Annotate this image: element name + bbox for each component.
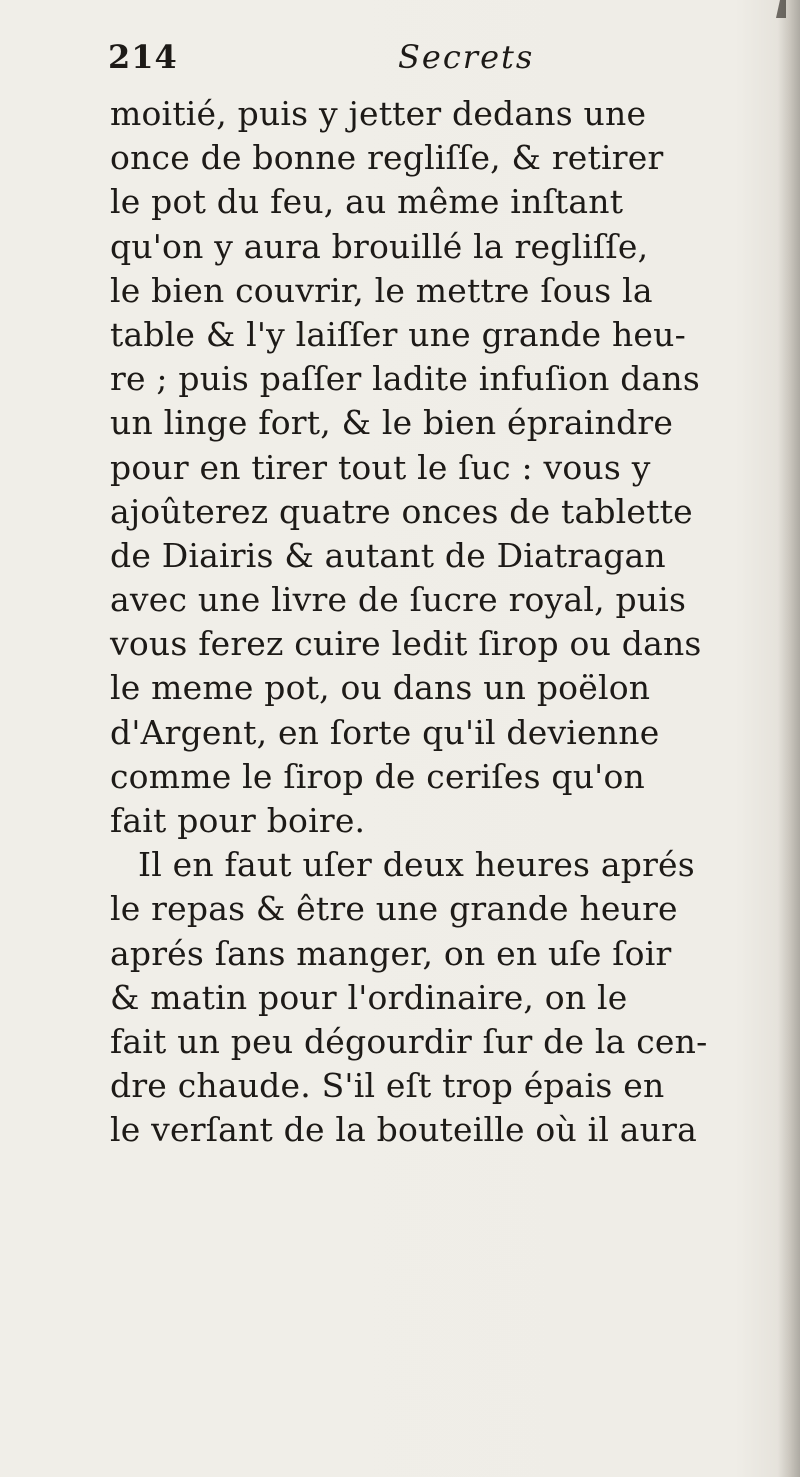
body-text xyxy=(110,92,780,1153)
text-line: aprés ſans manger, on en uſe ſoir xyxy=(110,933,672,973)
text-line: fait pour boire. xyxy=(110,801,366,840)
text-line: d'Argent, en ſorte qu'il devienne xyxy=(110,712,660,752)
text-line: re ; puis paſſer ladite infuſion dans xyxy=(110,359,701,399)
text-line: qu'on y aura brouillé la regliſſe, xyxy=(110,226,649,266)
text-line: vous ferez cuire ledit ſirop ou dans xyxy=(110,624,702,664)
page-number: 214 xyxy=(108,38,178,76)
text-line: moitié, puis y jetter dedans une xyxy=(110,94,647,133)
running-title: Secrets xyxy=(398,38,535,76)
text-line: pour en tirer tout le ſuc : vous y xyxy=(110,447,651,487)
text-line: le verſant de la bouteille où il aura xyxy=(110,1110,697,1150)
text-line: once de bonne regliſſe, & retirer xyxy=(110,138,664,178)
text-line: & matin pour l'ordinaire, on le xyxy=(110,977,628,1017)
text-line: fait un peu dégourdir ſur de la cen- xyxy=(110,1021,708,1061)
text-line: table & l'y laiſſer une grande heu- xyxy=(110,314,686,354)
text-line: avec une livre de ſucre royal, puis xyxy=(110,580,687,620)
text-line: dre chaude. S'il eſt trop épais en xyxy=(110,1066,665,1106)
text-line: ajoûterez quatre onces de tablette xyxy=(110,491,693,531)
text-line: le pot du feu, au même inſtant xyxy=(110,182,624,222)
text-line: le meme pot, ou dans un poëlon xyxy=(110,668,651,708)
text-line: le bien couvrir, le mettre ſous la xyxy=(110,270,653,310)
text-line: de Diairis & autant de Diatragan xyxy=(110,535,666,575)
bottom-margin xyxy=(0,1440,800,1477)
text-line: le repas & être une grande heure xyxy=(110,889,678,929)
paragraph-start-line: Il en faut uſer deux heures aprés xyxy=(138,845,695,885)
text-line: un linge fort, & le bien épraindre xyxy=(110,403,674,443)
text-line: comme le ſirop de ceriſes qu'on xyxy=(110,756,645,796)
page-header xyxy=(0,38,800,88)
page-edge-shadow xyxy=(778,0,800,1477)
